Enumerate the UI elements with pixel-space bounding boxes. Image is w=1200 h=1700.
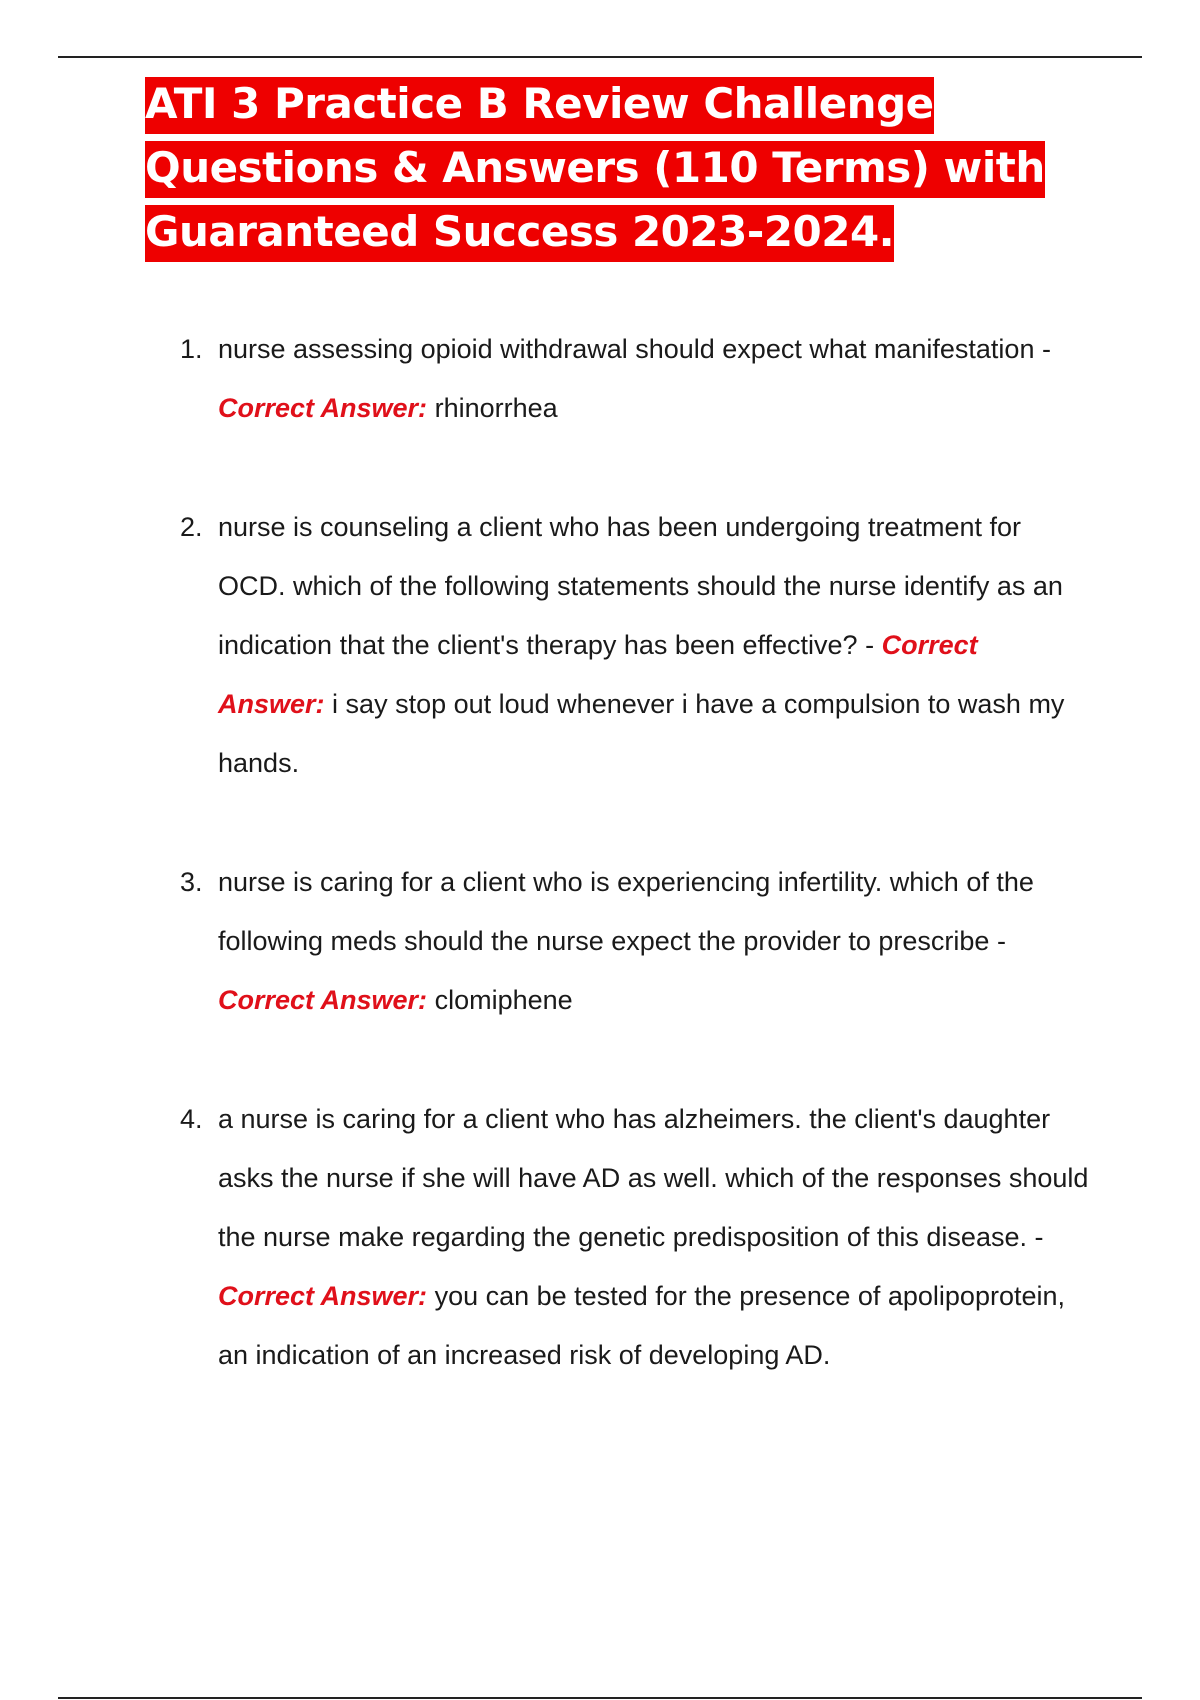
answer-text: you can be tested for the presence of apolipoprotein, an indication of an increased risk of developing AD.	[218, 1281, 1066, 1370]
separator: -	[989, 926, 1006, 956]
bottom-rule	[58, 1697, 1142, 1699]
question-number: 2.	[180, 512, 203, 542]
correct-answer-label: Correct Answer:	[218, 393, 428, 423]
question-text: nurse assessing opioid withdrawal should expect what manifestation	[218, 334, 1035, 364]
question-text: a nurse is caring for a client who has alzheimers. the client's daughter asks the nurse if she will have AD as well. which of the responses should the nurse make regarding the genetic predisposition of this disease.	[218, 1104, 1089, 1252]
question-text: nurse is counseling a client who has been undergoing treatment for OCD. which of the following statements should the nurse identify as an indication that the client's therapy has been effective?	[218, 512, 1063, 660]
title-highlight: ATI 3 Practice B Review Challenge Questions & Answers (110 Terms) with Guaranteed Success 2023-2024.	[145, 77, 1045, 262]
question-item-2	[180, 498, 1090, 793]
question-item-4	[180, 1090, 1090, 1385]
question-number: 4.	[180, 1104, 203, 1134]
question-item-1	[180, 320, 1090, 438]
answer-text: clomiphene	[434, 985, 573, 1015]
answer-text: i say stop out loud whenever i have a compulsion to wash my hands.	[218, 689, 1065, 778]
document-title	[145, 72, 1045, 264]
question-item-3	[180, 853, 1090, 1030]
question-list	[180, 320, 1090, 1445]
answer-text: rhinorrhea	[434, 393, 558, 423]
correct-answer-label: Correct Answer:	[218, 1281, 428, 1311]
question-number: 1.	[180, 334, 203, 364]
correct-answer-label: Correct Answer:	[218, 985, 428, 1015]
question-number: 3.	[180, 867, 203, 897]
separator: -	[1027, 1222, 1044, 1252]
question-text: nurse is caring for a client who is experiencing infertility. which of the following meds should the nurse expect the provider to prescribe	[218, 867, 1034, 956]
top-rule	[58, 56, 1142, 58]
separator: -	[1034, 334, 1051, 364]
correct-answer-label: Correct Answer:	[218, 630, 978, 719]
separator: -	[857, 630, 882, 660]
